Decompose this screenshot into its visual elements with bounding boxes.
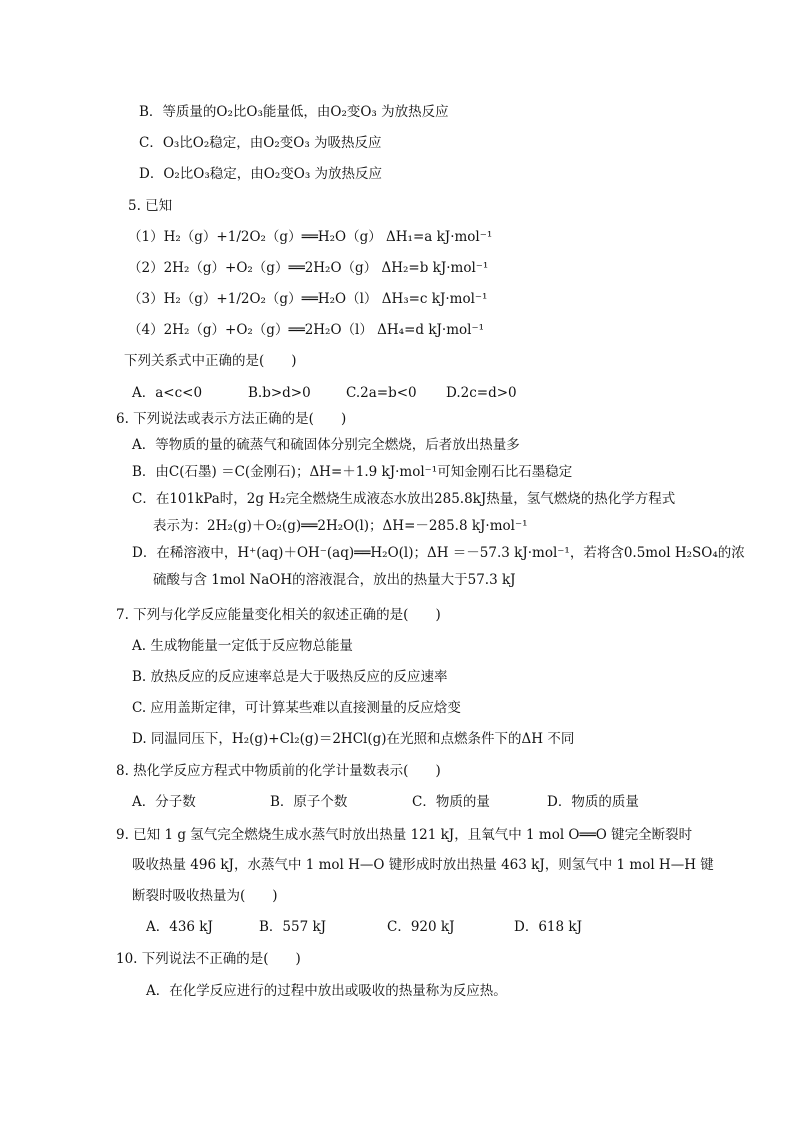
q9-option-a: A．436 kJ <box>146 919 213 935</box>
q10-option-a: A．在化学反应进行的过程中放出或吸收的热量称为反应热。 <box>146 983 507 999</box>
q4-option-b: B．等质量的O₂比O₃能量低，由O₂变O₃ 为放热反应 <box>139 104 449 120</box>
q8-option-c: C．物质的量 <box>412 794 490 810</box>
q5-equation-3: （3）H₂（g）+1/2O₂（g）══H₂O（l） ΔH₃=c kJ·mol⁻¹ <box>128 291 488 307</box>
q5-option-d: D.2c=d>0 <box>446 385 517 401</box>
q9-option-d: D．618 kJ <box>514 919 582 935</box>
q5-option-c: C.2a=b<0 <box>346 385 417 401</box>
q9-stem-line1: 9. 已知 1 g 氢气完全燃烧生成水蒸气时放出热量 121 kJ，且氧气中 1 mol O══O 键完全断裂时 <box>116 827 693 843</box>
q5-equation-4: （4）2H₂（g）+O₂（g）══2H₂O（l） ΔH₄=d kJ·mol⁻¹ <box>128 322 484 338</box>
q5-equation-2: （2）2H₂（g）+O₂（g）══2H₂O（g） ΔH₂=b kJ·mol⁻¹ <box>128 260 489 276</box>
q7-option-b: B. 放热反应的反应速率总是大于吸热反应的反应速率 <box>132 669 448 685</box>
q8-option-b: B．原子个数 <box>270 794 348 810</box>
q9-stem-line2: 吸收热量 496 kJ，水蒸气中 1 mol H—O 键形成时放出热量 463 kJ，则氢气中 1 mol H—H 键 <box>132 857 714 873</box>
q9-option-b: B．557 kJ <box>259 919 327 935</box>
q5-question: 下列关系式中正确的是( ) <box>124 353 297 369</box>
q5-options <box>132 384 517 402</box>
q6-option-c-line2: 表示为：2H₂(g)＋O₂(g)══2H₂O(l)；ΔH=－285.8 kJ·mol⁻¹ <box>153 518 528 534</box>
q6-option-a: A．等物质的量的硫蒸气和硫固体分别完全燃烧，后者放出热量多 <box>132 437 520 453</box>
q8-stem: 8. 热化学反应方程式中物质前的化学计量数表示( ) <box>116 763 441 779</box>
q5-stem: 5. 已知 <box>128 198 173 214</box>
q6-option-c-line1: C．在101kPa时，2g H₂完全燃烧生成液态水放出285.8kJ热量，氢气燃烧的热化学方程式 <box>132 491 676 507</box>
q6-stem: 6. 下列说法或表示方法正确的是( ) <box>116 411 347 427</box>
q5-equation-1: （1）H₂（g）+1/2O₂（g）══H₂O（g） ΔH₁=a kJ·mol⁻¹ <box>128 229 493 245</box>
q9-option-c: C．920 kJ <box>387 919 455 935</box>
q7-option-d: D. 同温同压下，H₂(g)+Cl₂(g)＝2HCl(g)在光照和点燃条件下的ΔH 不同 <box>132 731 575 747</box>
q4-option-d: D．O₂比O₃稳定，由O₂变O₃ 为放热反应 <box>139 166 383 182</box>
q4-option-c: C．O₃比O₂稳定，由O₂变O₃ 为吸热反应 <box>139 135 382 151</box>
q7-stem: 7. 下列与化学反应能量变化相关的叙述正确的是( ) <box>116 607 441 623</box>
q6-option-d-line2: 硫酸与含 1mol NaOH的溶液混合，放出的热量大于57.3 kJ <box>153 572 516 588</box>
q7-option-c: C. 应用盖斯定律，可计算某些难以直接测量的反应焓变 <box>132 700 461 716</box>
q8-options <box>132 793 639 811</box>
q8-option-a: A．分子数 <box>132 794 196 810</box>
q5-option-b: B.b>d>0 <box>248 385 311 401</box>
q6-option-d-line1: D．在稀溶液中，H⁺(aq)＋OH⁻(aq)══H₂O(l)；ΔH ＝－57.3 kJ·mol⁻¹，若将含0.5mol H₂SO₄的浓 <box>132 545 745 561</box>
q5-option-a: A．a<c<0 <box>132 385 203 401</box>
q7-option-a: A. 生成物能量一定低于反应物总能量 <box>132 638 353 654</box>
q8-option-d: D．物质的质量 <box>547 794 639 810</box>
q6-option-b: B．由C(石墨) ＝C(金刚石)；ΔH=＋1.9 kJ·mol⁻¹可知金刚石比石墨稳定 <box>132 464 573 480</box>
q10-stem: 10. 下列说法不正确的是( ) <box>116 951 301 967</box>
q9-options <box>146 918 582 936</box>
q9-stem-line3: 断裂时吸收热量为( ) <box>132 888 278 904</box>
